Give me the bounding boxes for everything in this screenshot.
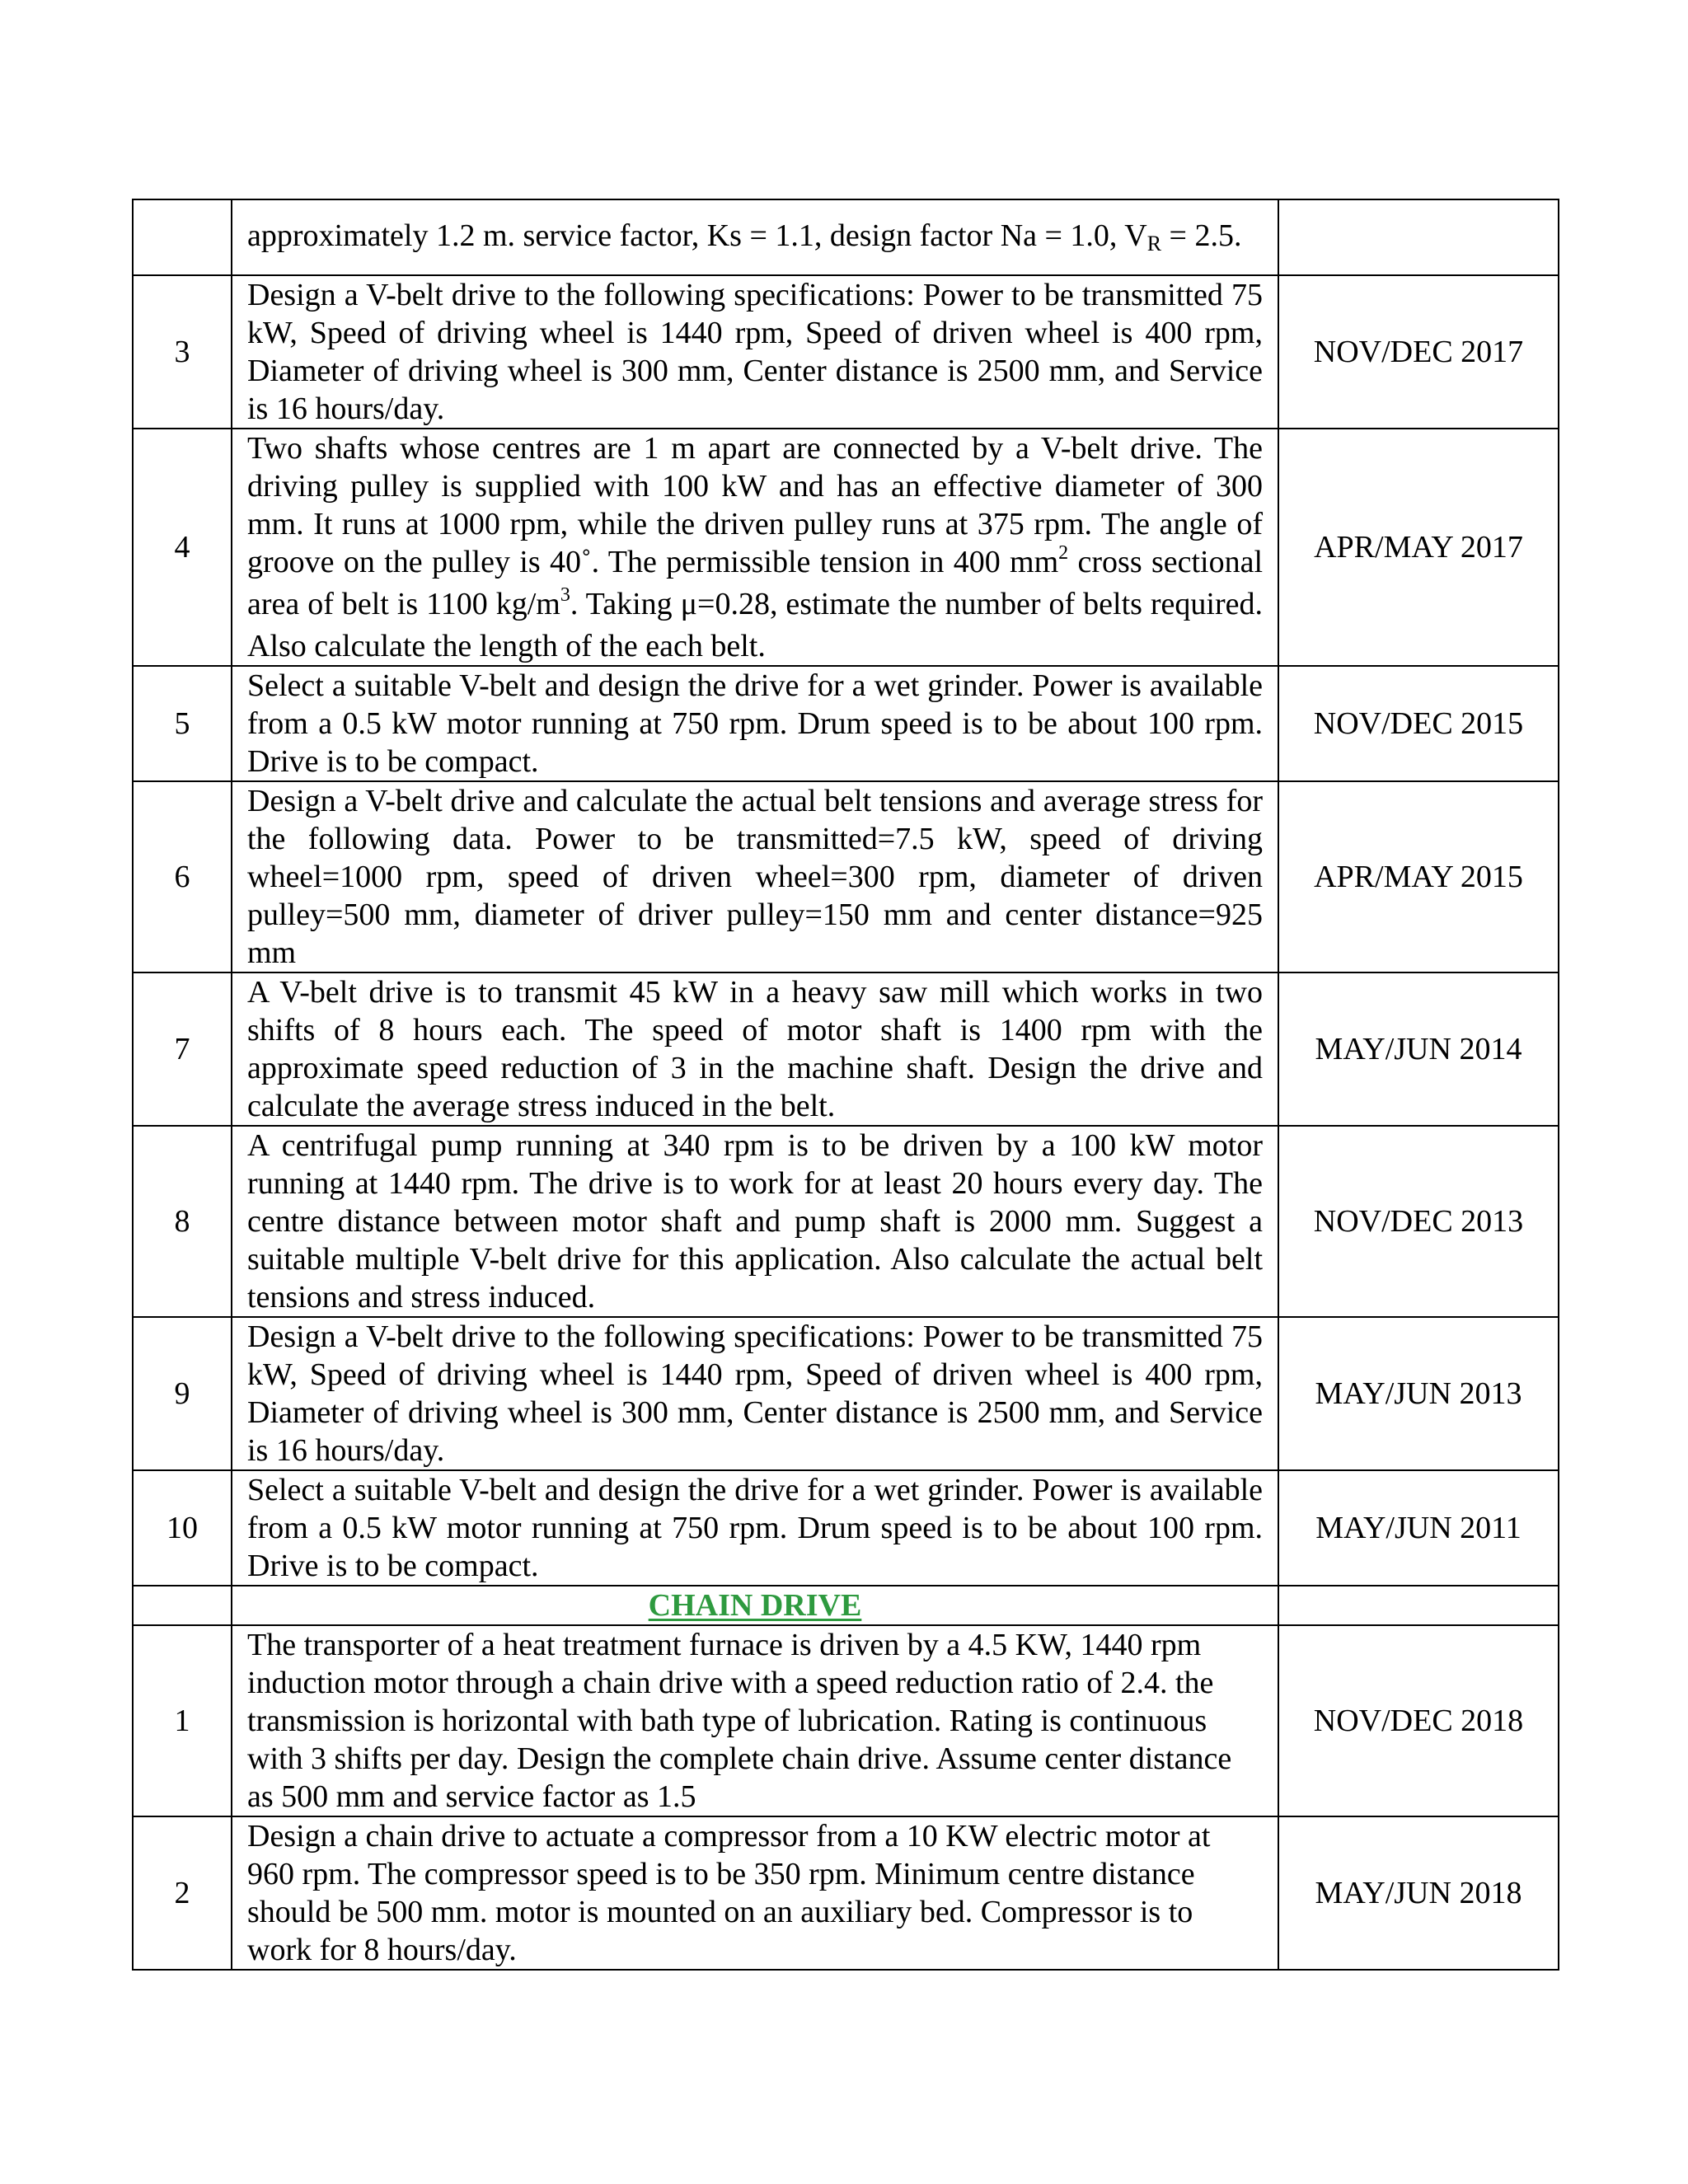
question-text-part: cross sectional area of belt is 1100 kg/m [247,545,1264,621]
table-row [133,1317,1559,1470]
table-row [133,781,1559,972]
section-heading: CHAIN DRIVE [232,1586,1278,1625]
table-row [133,972,1559,1126]
table-row [133,666,1559,781]
question-text: Select a suitable V-belt and design the drive for a wet grinder. Power is available from a 0.5 kW motor running at 750 rpm. Drum speed is to be about 100 rpm. Drive is to be compact. [232,1470,1278,1586]
questions-table [132,199,1559,1971]
question-number: 10 [133,1470,232,1586]
exam-session: NOV/DEC 2015 [1278,666,1559,781]
table-row [133,199,1559,275]
exam-session: NOV/DEC 2018 [1278,1625,1559,1816]
question-text: Design a chain drive to actuate a compressor from a 10 KW electric motor at 960 rpm. The compressor speed is to be 350 rpm. Minimum centre distance should be 500 mm. motor is mounted on an auxiliary bed. Compressor is to work for 8 hours/day. [232,1816,1278,1970]
section-number-cell [133,1586,232,1625]
exam-session [1278,199,1559,275]
exam-session: MAY/JUN 2014 [1278,972,1559,1126]
question-number: 9 [133,1317,232,1470]
question-text-part: Two shafts whose centres are 1 m apart are connected by a V-belt drive. The driving pulley is supplied with 100 kW and has an effective diameter of 300 mm. It runs at 1000 rpm, while the driven pulley runs at 375 rpm. The angle of groove on the pulley is 40˚. The permissible tension in 400 mm [247,431,1263,579]
table-row [133,275,1559,429]
question-number: 8 [133,1126,232,1317]
question-text-part: approximately 1.2 m. service factor, Ks = 1.1, design factor Na = 1.0, V [247,218,1147,253]
question-number [133,199,232,275]
section-row [133,1586,1559,1625]
question-number: 3 [133,275,232,429]
table-row [133,1625,1559,1816]
exam-session: NOV/DEC 2017 [1278,275,1559,429]
question-text [232,429,1278,666]
question-number: 7 [133,972,232,1126]
superscript: 3 [560,584,570,606]
exam-session: MAY/JUN 2013 [1278,1317,1559,1470]
section-exam-cell [1278,1586,1559,1625]
question-text [232,199,1278,275]
exam-session: APR/MAY 2017 [1278,429,1559,666]
subscript: R [1146,232,1162,255]
exam-session: MAY/JUN 2018 [1278,1816,1559,1970]
question-number: 4 [133,429,232,666]
question-number: 1 [133,1625,232,1816]
exam-session: NOV/DEC 2013 [1278,1126,1559,1317]
exam-session: APR/MAY 2015 [1278,781,1559,972]
table-row [133,1126,1559,1317]
question-text: Design a V-belt drive to the following specifications: Power to be transmitted 75 kW, Speed of driving wheel is 1440 rpm, Speed of driven wheel is 400 rpm, Diameter of driving wheel is 300 mm, Center distance is 2500 mm, and Service is 16 hours/day. [232,1317,1278,1470]
question-text: A V-belt drive is to transmit 45 kW in a heavy saw mill which works in two shifts of 8 hours each. The speed of motor shaft is 1400 rpm with the approximate speed reduction of 3 in the machine shaft. Design the drive and calculate the average stress induced in the belt. [232,972,1278,1126]
question-text-part: = 2.5. [1161,218,1242,253]
table-row [133,1816,1559,1970]
question-text: Design a V-belt drive and calculate the actual belt tensions and average stress for the following data. Power to be transmitted=7.5 kW, speed of driving wheel=1000 rpm, speed of driven wheel=300 rpm, diameter of driven pulley=500 mm, diameter of driver pulley=150 mm and center distance=925 mm [232,781,1278,972]
exam-session: MAY/JUN 2011 [1278,1470,1559,1586]
question-text: The transporter of a heat treatment furnace is driven by a 4.5 KW, 1440 rpm induction motor through a chain drive with a speed reduction ratio of 2.4. the transmission is horizontal with bath type of lubrication. Rating is continuous with 3 shifts per day. Design the complete chain drive. Assume center distance as 500 mm and service factor as 1.5 [232,1625,1278,1816]
superscript: 2 [1058,542,1069,564]
question-text-part: . Taking μ=0.28, estimate the number of belts required. Also calculate the length of the each belt. [247,587,1263,663]
table-row [133,429,1559,666]
question-number: 6 [133,781,232,972]
question-number: 2 [133,1816,232,1970]
question-text: A centrifugal pump running at 340 rpm is to be driven by a 100 kW motor running at 1440 rpm. The drive is to work for at least 20 hours every day. The centre distance between motor shaft and pump shaft is 2000 mm. Suggest a suitable multiple V-belt drive for this application. Also calculate the actual belt tensions and stress induced. [232,1126,1278,1317]
table-row [133,1470,1559,1586]
question-text: Select a suitable V-belt and design the drive for a wet grinder. Power is available from a 0.5 kW motor running at 750 rpm. Drum speed is to be about 100 rpm. Drive is to be compact. [232,666,1278,781]
question-number: 5 [133,666,232,781]
question-text: Design a V-belt drive to the following specifications: Power to be transmitted 75 kW, Speed of driving wheel is 1440 rpm, Speed of driven wheel is 400 rpm, Diameter of driving wheel is 300 mm, Center distance is 2500 mm, and Service is 16 hours/day. [232,275,1278,429]
